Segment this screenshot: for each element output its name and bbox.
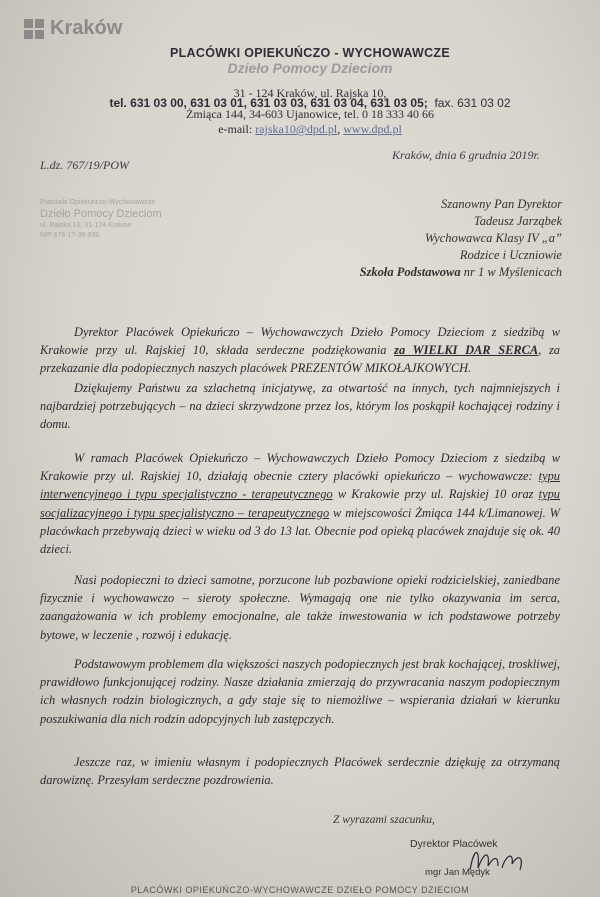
reference-number: L.dz. 767/19/POW — [40, 158, 130, 172]
paragraph-5 — [40, 655, 560, 728]
letter-date: Kraków, dnia 6 grudnia 2019r. — [392, 148, 540, 162]
paragraph-3 — [40, 449, 560, 558]
p3-text-e: w miejscowości Żmiąca 144 k/Limanowej. W placówkach przebywają dzieci w wieku od 3 do 13 lat. Obecnie pod opieką placówek znajduje się ok. 40 dzieci. — [40, 505, 560, 557]
closing-title: Dyrektor Placówek — [410, 838, 498, 850]
krakow-logo — [24, 17, 122, 40]
paragraph-6 — [40, 753, 560, 789]
letterhead-address2: Żmiąca 144, 34-603 Ujanowice, tel. 0 18 333 40 66 — [186, 107, 434, 121]
stamp-line3: ul. Rajska 10, 31-124 Kraków — [40, 222, 132, 229]
stamp-line4: NIP 676-17-36-930 — [40, 232, 100, 239]
email-link[interactable]: rajska10@dpd.pl — [255, 122, 338, 136]
closing-regards: Z wyrazami szacunku, — [333, 814, 435, 826]
p6-text: Jeszcze raz, w imieniu własnym i podopiecznych Placówek serdecznie dziękuję za otrzymaną darowiznę. Przesyłam serdeczne pozdrowienia. — [40, 755, 560, 788]
closing-name: mgr Jan Mędyk — [425, 867, 490, 878]
krakow-logo-icon — [24, 19, 44, 39]
organization-stamp — [40, 198, 162, 241]
p3-type2: typu socjalizacyjnego i typu specjalistyczno – terapeutycznego — [40, 487, 560, 520]
fax: fax. 631 03 02 — [434, 96, 511, 110]
paragraph-1 — [40, 323, 560, 378]
school-suffix: nr 1 w Myślenicach — [460, 265, 562, 279]
addressee-line3: Wychowawca Klasy IV „a” — [424, 231, 562, 245]
p4-text: Nasi podopieczni to dzieci samotne, porzucone lub pozbawione opieki rodzicielskiej, zaniedbane fizycznie i wychowawczo – sieroty społeczne. Wymagają one nie tylko okazywania im serca, zaangażowania w ich problemy emocjonalne, ale także inwestowania w ich podstawowe potrzeby bytowe, w leczenie , rozwój i edukację. — [40, 573, 560, 642]
school-name: Szkoła Podstawowa — [359, 265, 461, 279]
letterhead-address: 31 - 124 Kraków, ul. Rajska 10, — [233, 86, 387, 100]
logo-text: Kraków — [50, 17, 123, 39]
letterhead-name: Dzieło Pomocy Dzieciom — [227, 60, 393, 76]
stamp-line2: Dzieło Pomocy Dzieciom — [40, 208, 162, 220]
page-footer: PLACÓWKI OPIEKUŃCZO-WYCHOWAWCZE DZIEŁO POMOCY DZIECIOM — [130, 885, 470, 895]
addressee-line1: Szanowny Pan Dyrektor — [440, 197, 562, 211]
paragraph-4 — [40, 571, 560, 644]
p3-type1: typu interwencyjnego i typu specjalistyczno - terapeutycznego — [40, 469, 560, 502]
p5-text: Podstawowym problemem dla większości naszych podopiecznych jest brak kochającej, troskliwej, prawidłowo funkcjonującej rodziny. Nasze działania zmierzają do przywracania naszym podopiecznym ich własnych rodzin biologicznych, a gdy staje się to niemożliwe – wspierania działań w kierunku poszukiwania dla nich rodzin adopcyjnych lub zastępczych. — [40, 657, 560, 726]
paragraph-2 — [40, 379, 560, 434]
letterhead-contact: e-mail: rajska10@dpd.pl, www.dpd.pl — [218, 122, 402, 136]
letterhead-org: PLACÓWKI OPIEKUŃCZO - WYCHOWAWCZE — [169, 46, 451, 60]
p3-text-c: w Krakowie przy ul. Rajskiej 10 oraz — [332, 487, 539, 502]
email-label: e-mail: — [218, 122, 253, 136]
p3-text-a: W ramach Placówek Opiekuńczo – Wychowawczych Dzieło Pomocy Dzieciom z siedzibą w Krakowie przy ul. Rajskiej 10, działają obecnie cztery placówki opiekuńczo – wychowawcze: — [40, 451, 560, 484]
p1-text: Dyrektor Placówek Opiekuńczo – Wychowawczych Dzieło Pomocy Dzieciom z siedzibą w Krakowie przy ul. Rajskiej 10, składa serdeczne podziękowania — [40, 325, 560, 358]
p1-highlight: za WIELKI DAR SERCA — [394, 343, 539, 358]
p1-text-end: , za przekazanie dla podopiecznych naszych placówek PREZENTÓW MIKOŁAJKOWYCH. — [40, 343, 560, 376]
stamp-line1: Placówki Opiekuńczo-Wychowawcze — [40, 199, 156, 206]
phones: tel. 631 03 00, 631 03 01, 631 03 03, 631 03 04, 631 03 05; — [109, 96, 428, 110]
addressee-line4: Rodzice i Uczniowie — [459, 248, 562, 262]
addressee-line5 — [360, 265, 562, 280]
addressee-line2: Tadeusz Jarząbek — [473, 214, 562, 228]
p2-text: Dziękujemy Państwu za szlachetną inicjatywę, za otwartość na innych, tych najmniejszych i najbardziej potrzebujących – na dzieci skrzywdzone przez los, którym los poskąpił kochającej rodziny i domu. — [40, 381, 560, 432]
web-link[interactable]: www.dpd.pl — [343, 122, 402, 136]
